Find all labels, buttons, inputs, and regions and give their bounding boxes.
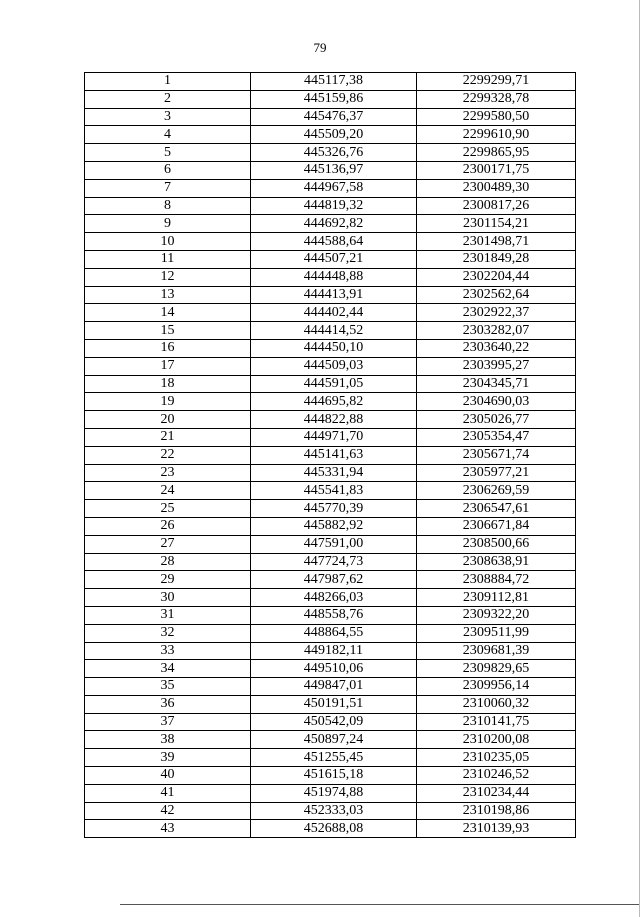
y-coordinate-cell: 2309511,99 [417,624,576,642]
x-coordinate-cell: 445326,76 [251,144,417,162]
y-coordinate-cell: 2299865,95 [417,144,576,162]
point-number-cell: 9 [85,215,251,233]
point-number-cell: 8 [85,197,251,215]
y-coordinate-cell: 2310246,52 [417,767,576,785]
point-number-cell: 20 [85,411,251,429]
table-row [85,464,576,482]
coordinates-table-body [85,73,576,838]
point-number-cell: 35 [85,678,251,696]
y-coordinate-cell: 2306671,84 [417,517,576,535]
point-number-cell: 10 [85,233,251,251]
x-coordinate-cell: 445159,86 [251,90,417,108]
y-coordinate-cell: 2302562,64 [417,286,576,304]
y-coordinate-cell: 2310200,08 [417,731,576,749]
y-coordinate-cell: 2309112,81 [417,589,576,607]
point-number-cell: 31 [85,606,251,624]
point-number-cell: 7 [85,179,251,197]
table-row [85,197,576,215]
x-coordinate-cell: 447724,73 [251,553,417,571]
table-row [85,446,576,464]
point-number-cell: 26 [85,517,251,535]
point-number-cell: 25 [85,500,251,518]
table-row [85,108,576,126]
point-number-cell: 30 [85,589,251,607]
x-coordinate-cell: 450191,51 [251,695,417,713]
point-number-cell: 33 [85,642,251,660]
x-coordinate-cell: 445476,37 [251,108,417,126]
x-coordinate-cell: 448558,76 [251,606,417,624]
table-row [85,73,576,91]
table-row [85,322,576,340]
table-row [85,393,576,411]
table-row [85,482,576,500]
x-coordinate-cell: 447987,62 [251,571,417,589]
y-coordinate-cell: 2306547,61 [417,500,576,518]
point-number-cell: 38 [85,731,251,749]
y-coordinate-cell: 2304345,71 [417,375,576,393]
point-number-cell: 19 [85,393,251,411]
table-row [85,678,576,696]
y-coordinate-cell: 2301154,21 [417,215,576,233]
y-coordinate-cell: 2310234,44 [417,784,576,802]
table-row [85,268,576,286]
point-number-cell: 22 [85,446,251,464]
y-coordinate-cell: 2301849,28 [417,250,576,268]
point-number-cell: 37 [85,713,251,731]
point-number-cell: 43 [85,820,251,838]
y-coordinate-cell: 2309956,14 [417,678,576,696]
y-coordinate-cell: 2310141,75 [417,713,576,731]
table-row [85,126,576,144]
point-number-cell: 18 [85,375,251,393]
table-row [85,571,576,589]
x-coordinate-cell: 445136,97 [251,161,417,179]
table-row [85,624,576,642]
x-coordinate-cell: 444402,44 [251,304,417,322]
y-coordinate-cell: 2305354,47 [417,428,576,446]
x-coordinate-cell: 445770,39 [251,500,417,518]
point-number-cell: 39 [85,749,251,767]
x-coordinate-cell: 444967,58 [251,179,417,197]
table-row [85,731,576,749]
coordinates-table [84,72,576,838]
table-row [85,411,576,429]
y-coordinate-cell: 2305977,21 [417,464,576,482]
x-coordinate-cell: 449847,01 [251,678,417,696]
x-coordinate-cell: 444413,91 [251,286,417,304]
point-number-cell: 3 [85,108,251,126]
table-row [85,90,576,108]
point-number-cell: 41 [85,784,251,802]
x-coordinate-cell: 451255,45 [251,749,417,767]
y-coordinate-cell: 2303640,22 [417,339,576,357]
table-row [85,749,576,767]
y-coordinate-cell: 2300489,30 [417,179,576,197]
point-number-cell: 6 [85,161,251,179]
table-row [85,589,576,607]
y-coordinate-cell: 2309681,39 [417,642,576,660]
x-coordinate-cell: 450897,24 [251,731,417,749]
table-row [85,250,576,268]
table-row [85,375,576,393]
x-coordinate-cell: 444450,10 [251,339,417,357]
x-coordinate-cell: 445331,94 [251,464,417,482]
y-coordinate-cell: 2308884,72 [417,571,576,589]
y-coordinate-cell: 2299328,78 [417,90,576,108]
point-number-cell: 29 [85,571,251,589]
y-coordinate-cell: 2308500,66 [417,535,576,553]
y-coordinate-cell: 2300817,26 [417,197,576,215]
table-row [85,286,576,304]
x-coordinate-cell: 444588,64 [251,233,417,251]
x-coordinate-cell: 444509,03 [251,357,417,375]
table-row [85,642,576,660]
y-coordinate-cell: 2309829,65 [417,660,576,678]
x-coordinate-cell: 444695,82 [251,393,417,411]
table-row [85,802,576,820]
y-coordinate-cell: 2309322,20 [417,606,576,624]
x-coordinate-cell: 448864,55 [251,624,417,642]
x-coordinate-cell: 444819,32 [251,197,417,215]
y-coordinate-cell: 2308638,91 [417,553,576,571]
point-number-cell: 34 [85,660,251,678]
table-row [85,304,576,322]
point-number-cell: 15 [85,322,251,340]
table-row [85,428,576,446]
x-coordinate-cell: 447591,00 [251,535,417,553]
table-row [85,713,576,731]
y-coordinate-cell: 2302922,37 [417,304,576,322]
table-row [85,144,576,162]
y-coordinate-cell: 2305671,74 [417,446,576,464]
table-row [85,535,576,553]
table-row [85,606,576,624]
x-coordinate-cell: 444507,21 [251,250,417,268]
point-number-cell: 5 [85,144,251,162]
y-coordinate-cell: 2302204,44 [417,268,576,286]
table-row [85,784,576,802]
point-number-cell: 42 [85,802,251,820]
x-coordinate-cell: 451974,88 [251,784,417,802]
point-number-cell: 24 [85,482,251,500]
table-row [85,339,576,357]
y-coordinate-cell: 2301498,71 [417,233,576,251]
table-row [85,215,576,233]
page-number: 79 [313,40,327,55]
x-coordinate-cell: 444971,70 [251,428,417,446]
point-number-cell: 32 [85,624,251,642]
y-coordinate-cell: 2299580,50 [417,108,576,126]
table-row [85,767,576,785]
x-coordinate-cell: 444692,82 [251,215,417,233]
x-coordinate-cell: 449510,06 [251,660,417,678]
y-coordinate-cell: 2310139,93 [417,820,576,838]
y-coordinate-cell: 2310235,05 [417,749,576,767]
point-number-cell: 12 [85,268,251,286]
point-number-cell: 16 [85,339,251,357]
x-coordinate-cell: 451615,18 [251,767,417,785]
x-coordinate-cell: 449182,11 [251,642,417,660]
y-coordinate-cell: 2300171,75 [417,161,576,179]
point-number-cell: 2 [85,90,251,108]
x-coordinate-cell: 445117,38 [251,73,417,91]
y-coordinate-cell: 2303282,07 [417,322,576,340]
y-coordinate-cell: 2303995,27 [417,357,576,375]
point-number-cell: 4 [85,126,251,144]
point-number-cell: 23 [85,464,251,482]
x-coordinate-cell: 444414,52 [251,322,417,340]
y-coordinate-cell: 2304690,03 [417,393,576,411]
table-row [85,695,576,713]
x-coordinate-cell: 445882,92 [251,517,417,535]
x-coordinate-cell: 450542,09 [251,713,417,731]
point-number-cell: 14 [85,304,251,322]
table-row [85,357,576,375]
x-coordinate-cell: 452333,03 [251,802,417,820]
y-coordinate-cell: 2310060,32 [417,695,576,713]
x-coordinate-cell: 444591,05 [251,375,417,393]
x-coordinate-cell: 448266,03 [251,589,417,607]
y-coordinate-cell: 2306269,59 [417,482,576,500]
table-row [85,179,576,197]
point-number-cell: 40 [85,767,251,785]
x-coordinate-cell: 452688,08 [251,820,417,838]
table-row [85,660,576,678]
point-number-cell: 21 [85,428,251,446]
table-row [85,233,576,251]
bottom-rule [120,904,640,905]
x-coordinate-cell: 444822,88 [251,411,417,429]
table-row [85,820,576,838]
y-coordinate-cell: 2310198,86 [417,802,576,820]
point-number-cell: 17 [85,357,251,375]
x-coordinate-cell: 445541,83 [251,482,417,500]
x-coordinate-cell: 445141,63 [251,446,417,464]
point-number-cell: 36 [85,695,251,713]
table-row [85,161,576,179]
table-row [85,553,576,571]
y-coordinate-cell: 2299610,90 [417,126,576,144]
point-number-cell: 27 [85,535,251,553]
point-number-cell: 1 [85,73,251,91]
point-number-cell: 28 [85,553,251,571]
table-row [85,517,576,535]
x-coordinate-cell: 444448,88 [251,268,417,286]
table-row [85,500,576,518]
point-number-cell: 13 [85,286,251,304]
point-number-cell: 11 [85,250,251,268]
y-coordinate-cell: 2305026,77 [417,411,576,429]
y-coordinate-cell: 2299299,71 [417,73,576,91]
x-coordinate-cell: 445509,20 [251,126,417,144]
